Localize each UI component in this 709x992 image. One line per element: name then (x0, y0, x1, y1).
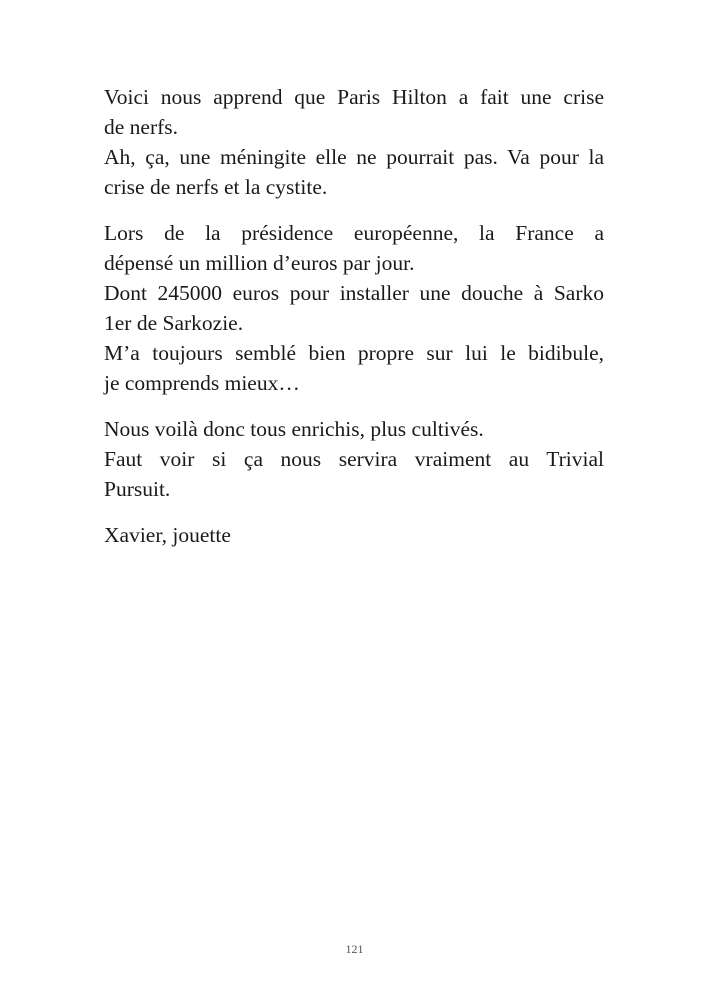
text-line: crise de nerfs et la cystite. (104, 175, 328, 199)
paragraph-signature (104, 520, 604, 550)
text-line: Ah, ça, une méningite elle ne pourrait pas. Va pour la (104, 145, 604, 169)
text-line: de nerfs. (104, 115, 179, 139)
paragraph-presidence (104, 218, 604, 398)
text-line: je comprends mieux… (104, 371, 300, 395)
text-line: 1er de Sarkozie. (104, 311, 244, 335)
paragraph-trivial-pursuit (104, 414, 604, 504)
text-line: Faut voir si ça nous servira vraiment au Trivial (104, 447, 604, 471)
body-text (104, 82, 604, 566)
text-line: Voici nous apprend que Paris Hilton a fait une crise (104, 85, 604, 109)
text-line: Nous voilà donc tous enrichis, plus cultivés. (104, 417, 484, 441)
text-line: Dont 245000 euros pour installer une douche à Sarko (104, 281, 604, 305)
text-line: M’a toujours semblé bien propre sur lui le bidibule, (104, 341, 604, 365)
page-number: 121 (345, 942, 364, 956)
text-line: dépensé un million d’euros par jour. (104, 251, 415, 275)
text-line: Lors de la présidence européenne, la France a (104, 221, 604, 245)
text-line: Pursuit. (104, 477, 171, 501)
signature-text: Xavier, jouette (104, 523, 231, 547)
paragraph-paris-hilton (104, 82, 604, 202)
